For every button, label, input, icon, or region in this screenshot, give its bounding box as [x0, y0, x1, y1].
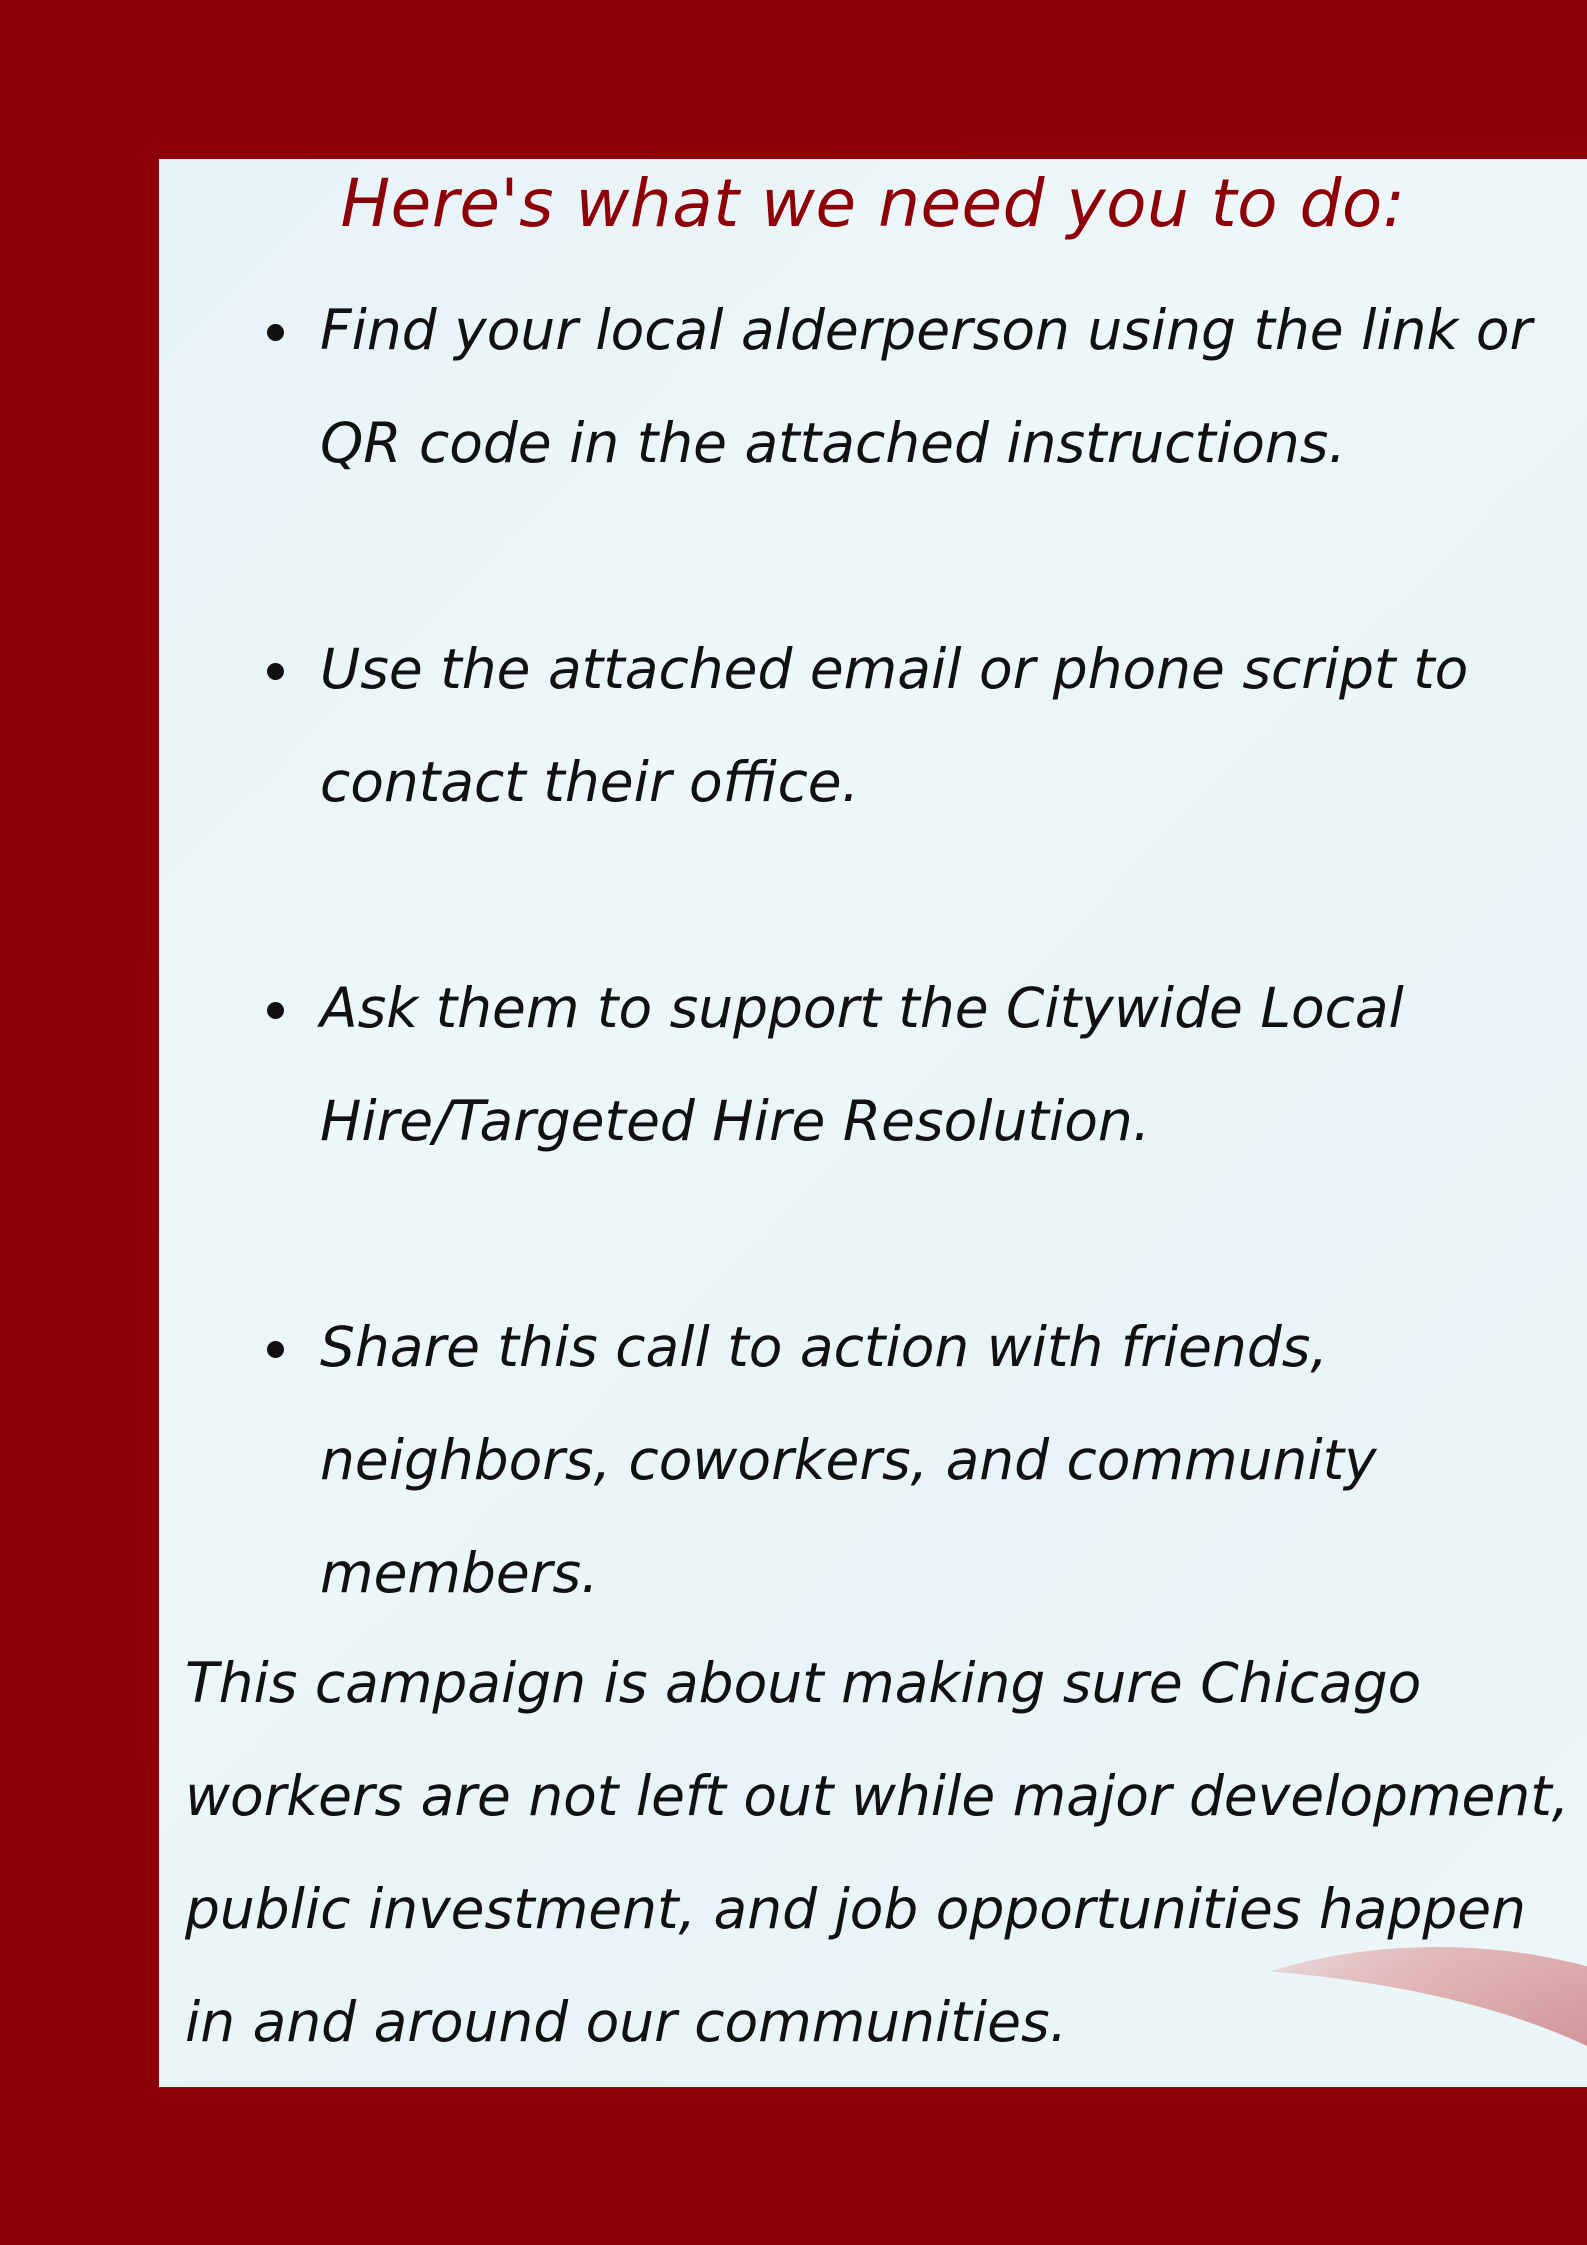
list-item: [267, 274, 1577, 500]
task-list: [267, 274, 1577, 1743]
task-text: Use the attached email or phone script to contact their office.: [320, 637, 1469, 814]
closing-paragraph: This campaign is about making sure Chicago workers are not left out while major development, public investment, and job opportunities happen in and around our communities.: [185, 1651, 1570, 2054]
list-item: [267, 613, 1577, 839]
list-item: [267, 1291, 1577, 1630]
list-item: [267, 952, 1577, 1178]
page-title: Here's what we need you to do:: [340, 165, 1406, 242]
task-text: Ask them to support the Citywide Local Hire/Targeted Hire Resolution.: [320, 976, 1404, 1153]
bullet-icon: [267, 1002, 284, 1019]
content-panel: [159, 159, 1587, 2087]
bullet-icon: [267, 324, 284, 341]
bullet-icon: [267, 663, 284, 680]
bullet-icon: [267, 1341, 284, 1358]
task-text: Share this call to action with friends, neighbors, coworkers, and community members.: [320, 1315, 1377, 1605]
task-text: Find your local alderperson using the link or QR code in the attached instructions.: [320, 298, 1533, 475]
